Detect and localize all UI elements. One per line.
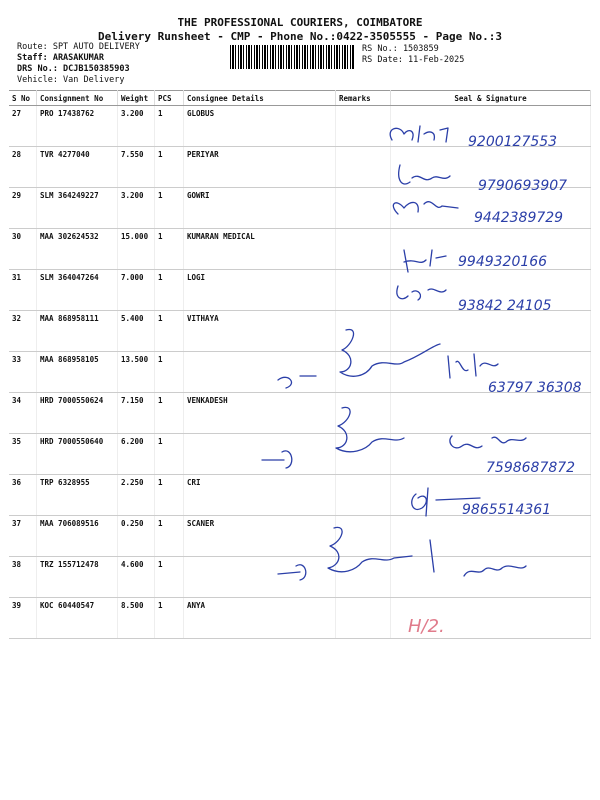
phone-handwriting: 93842 24105 (458, 298, 552, 314)
cell-sno: 36 (9, 475, 37, 516)
phone-handwriting: 9949320166 (458, 254, 548, 270)
cell-weight: 0.250 (118, 516, 155, 557)
phone-handwriting: 63797 36308 (488, 380, 582, 396)
document-subtitle: Delivery Runsheet - CMP - Phone No.:0422-3505555 - Page No.:3 (98, 30, 502, 43)
cell-pcs: 1 (155, 598, 184, 639)
cell-pcs: 1 (155, 106, 184, 147)
cell-consignment-number: MAA 868958111 (37, 311, 118, 352)
cell-sno: 29 (9, 188, 37, 229)
cell-consignment-number: MAA 868958105 (37, 352, 118, 393)
document-title: THE PROFESSIONAL COURIERS, COIMBATORE (177, 16, 423, 29)
phone-handwriting: 9790693907 (478, 178, 568, 194)
cell-weight: 7.550 (118, 147, 155, 188)
cell-pcs: 1 (155, 434, 184, 475)
cell-consignee-details: CRI (184, 475, 336, 516)
column-header-consignee: Consignee Details (184, 91, 336, 106)
cell-sno: 35 (9, 434, 37, 475)
signature-scribble (397, 286, 446, 300)
signature-scribble (393, 202, 458, 214)
cell-consignment-number: MAA 302624532 (37, 229, 118, 270)
cell-consignment-number: HRD 7000550624 (37, 393, 118, 434)
cell-pcs: 1 (155, 516, 184, 557)
signature-scribble (399, 165, 450, 184)
drs-number: DRS No.: DCJB150385903 (17, 64, 130, 74)
cell-consignment-number: KOC 60440547 (37, 598, 118, 639)
cell-consignment-number: SLM 364249227 (37, 188, 118, 229)
cell-sno: 30 (9, 229, 37, 270)
cell-weight: 3.200 (118, 188, 155, 229)
cell-sno: 32 (9, 311, 37, 352)
signature-scribble (404, 250, 446, 272)
column-header-weight: Weight (118, 91, 155, 106)
cell-consignment-number: HRD 7000550640 (37, 434, 118, 475)
staff-label: Staff: ARASAKUMAR (17, 53, 104, 63)
cell-weight: 15.000 (118, 229, 155, 270)
cell-pcs: 1 (155, 352, 184, 393)
cell-pcs: 1 (155, 147, 184, 188)
cell-weight: 7.000 (118, 270, 155, 311)
cell-pcs: 1 (155, 229, 184, 270)
rs-date: RS Date: 11-Feb-2025 (362, 55, 465, 65)
column-header-seal: Seal & Signature (391, 91, 591, 106)
signature-scribble (278, 527, 526, 580)
cell-weight: 2.250 (118, 475, 155, 516)
phone-handwriting: 9200127553 (468, 134, 558, 150)
cell-pcs: 1 (155, 188, 184, 229)
cell-weight: 5.400 (118, 311, 155, 352)
cell-consignee-details: GLOBUS (184, 106, 336, 147)
cell-consignee-details: SCANER (184, 516, 336, 557)
cell-consignment-number: SLM 364047264 (37, 270, 118, 311)
cell-consignee-details: PERIYAR (184, 147, 336, 188)
cell-sno: 39 (9, 598, 37, 639)
cell-consignee-details: KUMARAN MEDICAL (184, 229, 336, 270)
route-label: Route: SPT AUTO DELIVERY (17, 42, 140, 52)
cell-sno: 38 (9, 557, 37, 598)
cell-sno: 28 (9, 147, 37, 188)
cell-pcs: 1 (155, 270, 184, 311)
cell-weight: 6.200 (118, 434, 155, 475)
vehicle-label: Vehicle: Van Delivery (17, 75, 125, 85)
cell-weight: 13.500 (118, 352, 155, 393)
phone-handwriting: 7598687872 (486, 460, 576, 476)
cell-consignment-number: TRZ 155712478 (37, 557, 118, 598)
signature-scribble (390, 126, 448, 142)
cell-weight: 3.200 (118, 106, 155, 147)
cell-sno: 31 (9, 270, 37, 311)
rs-number: RS No.: 1503859 (362, 44, 439, 54)
signature-scribble (262, 407, 526, 468)
cell-consignee-details: ANYA (184, 598, 336, 639)
phone-handwriting: 9865514361 (462, 502, 552, 518)
cell-pcs: 1 (155, 311, 184, 352)
cell-sno: 34 (9, 393, 37, 434)
column-header-sno: S No (9, 91, 37, 106)
cell-consignee-details: GOWRI (184, 188, 336, 229)
cell-sno: 27 (9, 106, 37, 147)
cell-sno: 37 (9, 516, 37, 557)
cell-pcs: 1 (155, 557, 184, 598)
cell-consignment-number: MAA 706089516 (37, 516, 118, 557)
cell-consignee-details: VITHAYA (184, 311, 336, 352)
cell-consignment-number: PRO 17438762 (37, 106, 118, 147)
red-initials: H/2. (408, 616, 445, 637)
cell-weight: 4.600 (118, 557, 155, 598)
cell-pcs: 1 (155, 393, 184, 434)
phone-handwriting: 9442389729 (474, 210, 564, 226)
cell-consignment-number: TVR 4277040 (37, 147, 118, 188)
signature-scribble (278, 329, 498, 388)
cell-consignee-details: VENKADESH (184, 393, 336, 434)
cell-pcs: 1 (155, 475, 184, 516)
cell-consignee-details: LOGI (184, 270, 336, 311)
column-header-remarks: Remarks (336, 91, 391, 106)
cell-weight: 7.150 (118, 393, 155, 434)
cell-weight: 8.500 (118, 598, 155, 639)
cell-consignment-number: TRP 6328955 (37, 475, 118, 516)
column-header-pcs: PCS (155, 91, 184, 106)
cell-sno: 33 (9, 352, 37, 393)
column-header-consignment: Consignment No (37, 91, 118, 106)
